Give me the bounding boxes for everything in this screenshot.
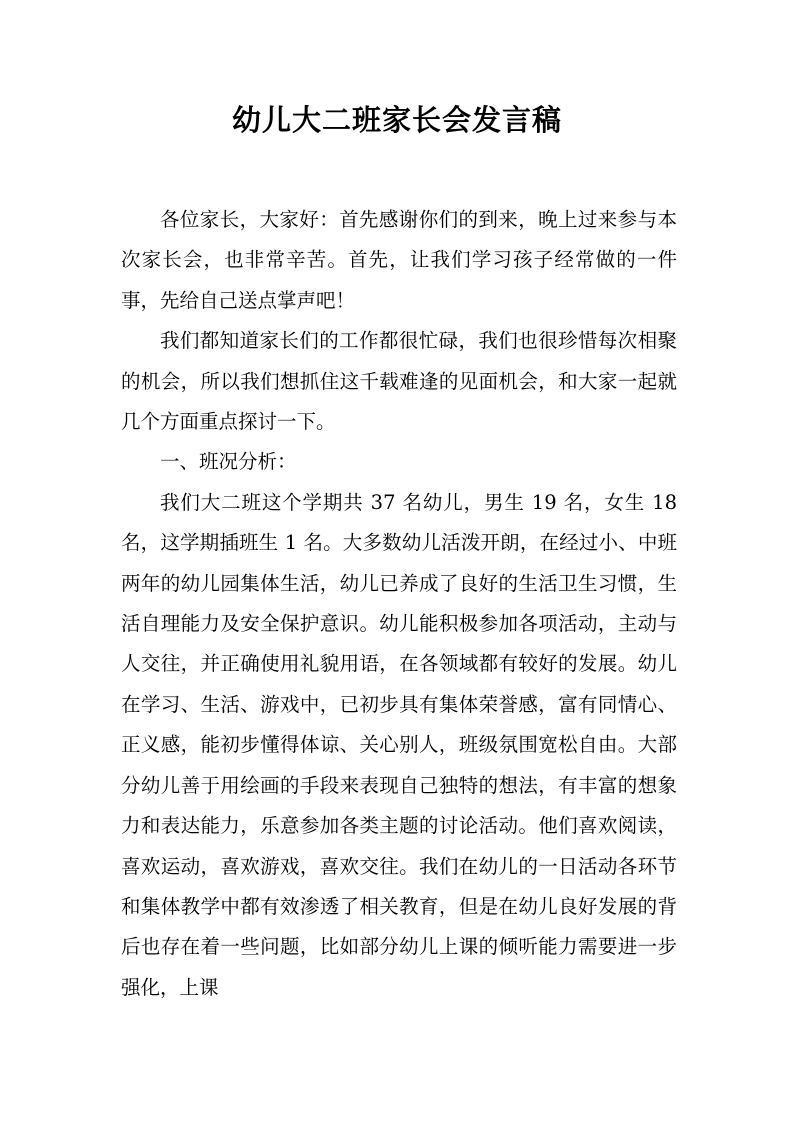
paragraph-greeting: 各位家长，大家好：首先感谢你们的到来，晚上过来参与本次家长会，也非常辛苦。首先，让我们学习孩子经常做的一件事，先给自己送点掌声吧！ xyxy=(121,208,677,312)
paragraph-intro: 我们都知道家长们的工作都很忙碌，我们也很珍惜每次相聚的机会，所以我们想抓住这千载难逢的见面机会，和大家一起就几个方面重点探讨一下。 xyxy=(121,329,677,434)
paragraph-class-analysis: 我们大二班这个学期共 37 名幼儿，男生 19 名，女生 18 名，这学期插班生 1 名。大多数幼儿活泼开朗，在经过小、中班两年的幼儿园集体生活，幼儿已养成了良好的生活卫生习惯，生活自理能力及安全保护意识。幼儿能积极参加各项活动，主动与人交往，并正确使用礼貌用语，在各领域都有较好的发展。幼儿在学习、生活、游戏中，已初步具有集体荣誉感，富有同情心、正义感，能初步懂得体谅、关心别人，班级氛围宽松自由。大部分幼儿善于用绘画的手段来表现自己独特的想法，有丰富的想象力和表达能力，乐意参加各类主题的讨论活动。他们喜欢阅读，喜欢运动，喜欢游戏，喜欢交往。我们在幼儿的一日活动各环节和集体教学中都有效渗透了相关教育，但是在幼儿良好发展的背后也存在着一些问题，比如部分幼儿上课的倾听能力需要进一步强化，上课 xyxy=(121,490,677,999)
document-body xyxy=(121,200,677,1008)
document-title: 幼儿大二班家长会发言稿 xyxy=(231,103,562,137)
section-heading-class-analysis: 一、班况分析： xyxy=(160,450,297,474)
